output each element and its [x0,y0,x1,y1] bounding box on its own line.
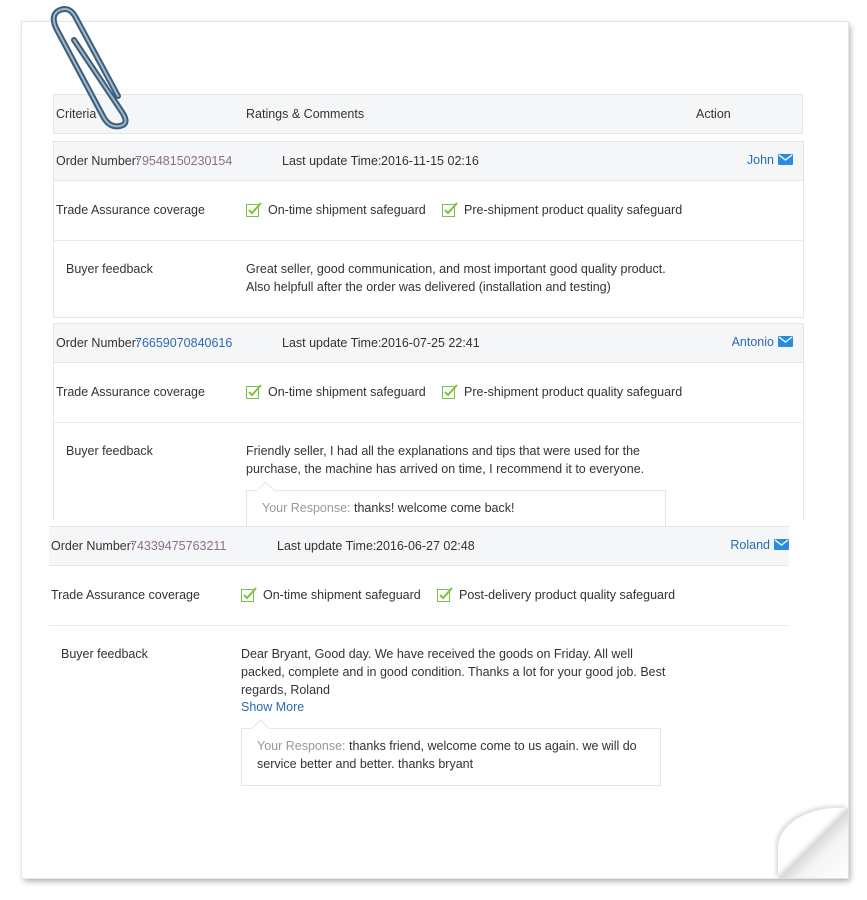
table-header [53,94,803,134]
page-curl [778,808,848,878]
last-update-label: Last update Time: [277,539,377,553]
order-header [54,324,803,363]
mail-icon[interactable] [778,336,793,347]
order-number-label: Order Number: [56,154,140,168]
order-number-value[interactable]: 76659070840616 [135,336,233,350]
last-update-value: 2016-07-25 22:41 [381,336,480,350]
guarantee-label: On-time shipment safeguard [268,385,426,399]
buyer-name[interactable]: Antonio [731,335,774,349]
paperclip-icon [34,0,144,130]
your-response-label: Your Response: [257,739,346,753]
contact-buyer-link[interactable] [732,335,793,349]
response-text: thanks! welcome come back! [353,501,515,515]
order-card [53,141,804,318]
checkbox-check-icon [241,587,258,602]
contact-buyer-link[interactable] [747,153,793,167]
mail-icon[interactable] [778,154,793,165]
checkbox-check-icon [437,587,454,602]
contact-buyer-link[interactable] [730,538,789,552]
order-card [53,323,804,520]
guarantee-label: On-time shipment safeguard [268,203,426,217]
checkbox-check-icon [246,384,263,399]
trade-assurance-label: Trade Assurance coverage [56,385,205,399]
last-update-label: Last update Time: [282,336,382,350]
buyer-feedback-label: Buyer feedback [61,647,148,661]
guarantee-item [246,384,426,399]
buyer-feedback-label: Buyer feedback [66,444,153,458]
guarantee-label: Pre-shipment product quality safeguard [464,203,683,217]
trade-assurance-label: Trade Assurance coverage [56,203,205,217]
guarantee-item [442,384,682,399]
mail-icon[interactable] [774,539,789,550]
order-number-label: Order Number: [51,539,135,553]
last-update-value: 2016-06-27 02:48 [376,539,475,553]
guarantee-item [246,202,426,217]
order-header [49,527,789,566]
show-more-link[interactable]: Show More [241,700,305,714]
trade-assurance-label: Trade Assurance coverage [51,588,200,602]
buyer-name[interactable]: Roland [730,538,770,552]
order-number-label: Order Number: [56,336,140,350]
order-number-value[interactable]: 74339475763211 [130,539,227,553]
seller-response [246,490,666,530]
guarantee-item [442,202,682,217]
buyer-name[interactable]: John [746,153,774,167]
seller-response [241,728,661,786]
checkbox-check-icon [442,202,459,217]
guarantee-label: Pre-shipment product quality safeguard [464,385,683,399]
feedback-text: Friendly seller, I had all the explanations and tips that were used for the purchase, the machine has arrived on time, I recommend it to everyone. [246,444,645,476]
checkbox-check-icon [246,202,263,217]
last-update-label: Last update Time: [282,154,382,168]
order-number-value[interactable]: 79548150230154 [135,154,233,168]
feedback-text: Dear Bryant, Good day. We have received the goods on Friday. All well packed, complete and in good condition. Thanks a lot for your good job. Best regards, Roland [241,647,666,697]
your-response-label: Your Response: [262,501,351,515]
column-header-criteria: Criteria [56,107,97,121]
guarantee-item [437,587,675,602]
checkbox-check-icon [442,384,459,399]
guarantee-label: Post-delivery product quality safeguard [459,588,676,602]
column-header-ratings: Ratings & Comments [246,107,365,121]
buyer-feedback-label: Buyer feedback [66,262,153,276]
guarantee-item [241,587,421,602]
guarantee-label: On-time shipment safeguard [263,588,421,602]
feedback-text: Great seller, good communication, and most important good quality product. Also helpfull after the order was delivered (installation and testing) [246,262,666,294]
column-header-action: Action [696,107,731,121]
response-text: thanks friend, welcome come to us again. we will do service better and better. thanks bryant [257,739,637,771]
order-header [54,142,803,181]
last-update-value: 2016-11-15 02:16 [381,154,479,168]
order-card [49,526,789,796]
